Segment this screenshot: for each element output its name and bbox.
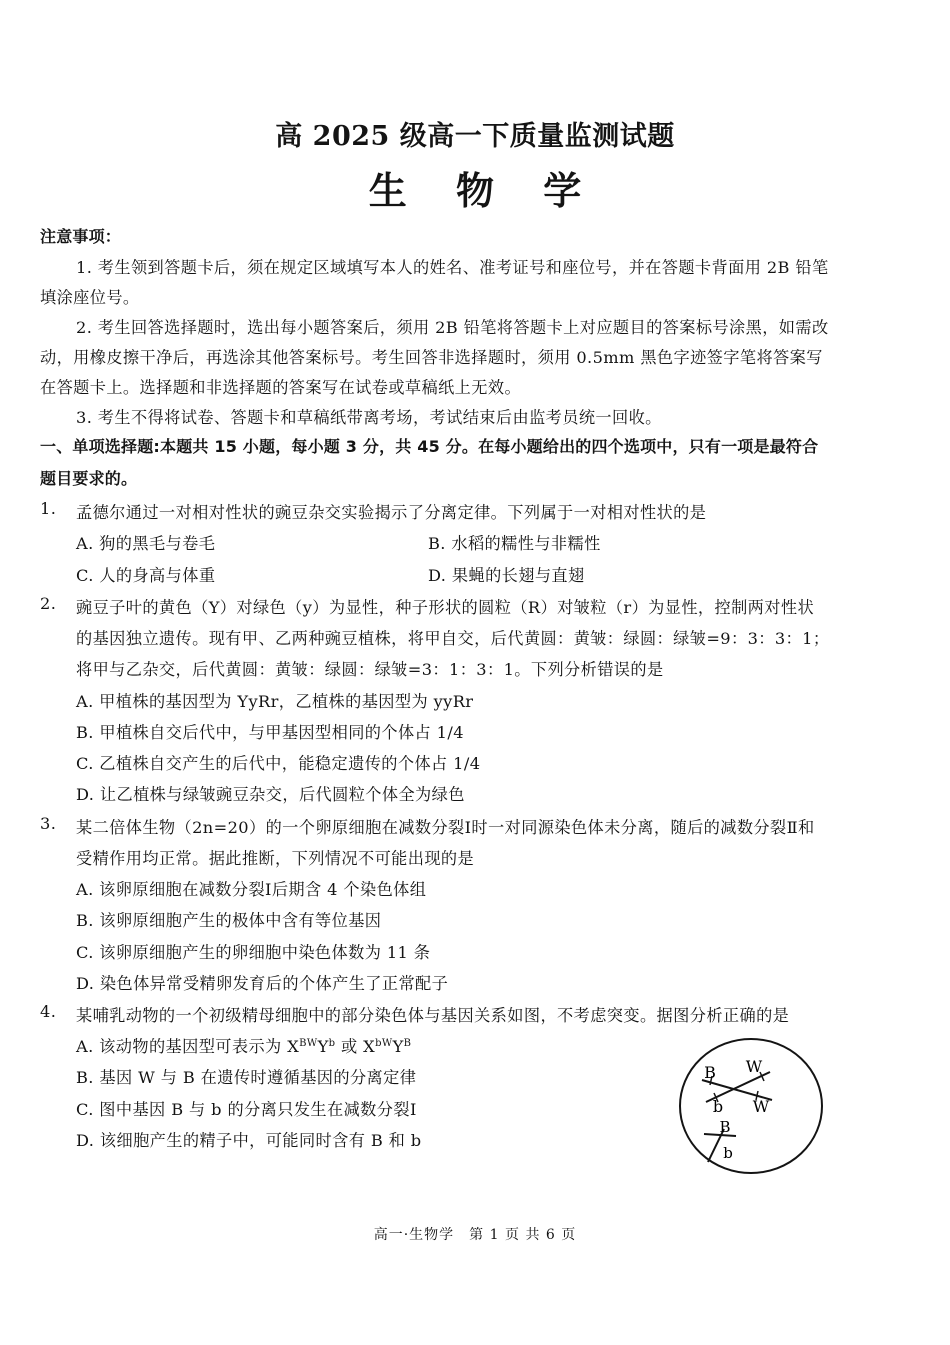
- q2-option-b: B. 甲植株自交后代中，与甲基因型相同的个体占 1/4: [76, 723, 464, 742]
- q4-option-a-y-1: Y: [317, 1037, 329, 1056]
- gene-label-B-top: B: [704, 1063, 716, 1082]
- exam-title: 高 2025 级高一下质量监测试题: [275, 121, 675, 152]
- q4-option-a-text: A. 该动物的基因型可表示为 X: [76, 1037, 300, 1056]
- q4-option-a-sup-2: b: [328, 1038, 336, 1049]
- q3-number: 3.: [40, 814, 57, 833]
- notice-item-3: 3. 考生不得将试卷、答题卡和草稿纸带离考场，考试结束后由监考员统一回收。: [76, 408, 662, 427]
- q3-stem-line-2: 受精作用均正常。据此推断，下列情况不可能出现的是: [76, 849, 475, 868]
- q2-number: 2.: [40, 594, 57, 613]
- q4-option-a-or: 或 X: [335, 1037, 376, 1056]
- section-1-instructions-line-2: 题目要求的。: [40, 469, 138, 488]
- gene-label-W-mid: W: [752, 1097, 770, 1116]
- q1-option-b: B. 水稻的糯性与非糯性: [428, 534, 601, 553]
- q4-option-a-y-2: Y: [392, 1037, 404, 1056]
- q4-option-d: D. 该细胞产生的精子中，可能同时含有 B 和 b: [76, 1131, 422, 1150]
- q1-number: 1.: [40, 499, 57, 518]
- q4-option-c: C. 图中基因 B 与 b 的分离只发生在减数分裂Ⅰ: [76, 1100, 417, 1119]
- notice-item-1-line-1: 1. 考生领到答题卡后，须在规定区域填写本人的姓名、准考证号和座位号，并在答题卡背面用 2B 铅笔: [76, 258, 829, 277]
- notice-item-2-line-1: 2. 考生回答选择题时，选出每小题答案后，须用 2B 铅笔将答题卡上对应题目的答案标号涂黑，如需改: [76, 318, 829, 337]
- q4-option-b: B. 基因 W 与 B 在遗传时遵循基因的分离定律: [76, 1068, 417, 1087]
- notice-item-2-line-2: 动，用橡皮擦干净后，再选涂其他答案标号。考生回答非选择题时，须用 0.5mm 黑色字迹签字笔将答案写: [40, 348, 823, 367]
- q4-cell-diagram: [676, 1036, 826, 1176]
- page-footer: 高一·生物学 第 1 页 共 6 页: [373, 1227, 577, 1243]
- q3-option-b: B. 该卵原细胞产生的极体中含有等位基因: [76, 911, 382, 930]
- gene-label-W-top: W: [745, 1057, 763, 1076]
- q2-option-a: A. 甲植株的基因型为 YyRr，乙植株的基因型为 yyRr: [76, 692, 474, 711]
- q4-number: 4.: [40, 1002, 57, 1021]
- notice-heading: 注意事项：: [40, 227, 122, 246]
- subject-title: 生 物 学: [368, 168, 600, 213]
- q1-stem: 孟德尔通过一对相对性状的豌豆杂交实验揭示了分离定律。下列属于一对相对性状的是: [76, 503, 707, 522]
- q3-stem-line-1: 某二倍体生物（2n=20）的一个卵原细胞在减数分裂Ⅰ时一对同源染色体未分离，随后的减数分裂Ⅱ和: [76, 818, 815, 837]
- q1-option-a: A. 狗的黑毛与卷毛: [76, 534, 216, 553]
- q3-option-d: D. 染色体异常受精卵发育后的个体产生了正常配子: [76, 974, 449, 993]
- q1-option-d: D. 果蝇的长翅与直翅: [428, 566, 585, 585]
- gene-label-B-low: B: [719, 1118, 731, 1136]
- q2-option-c: C. 乙植株自交产生的后代中，能稳定遗传的个体占 1/4: [76, 754, 481, 773]
- q4-option-a-sup-3: bW: [375, 1038, 393, 1049]
- q1-option-c: C. 人的身高与体重: [76, 566, 216, 585]
- q2-stem-line-2: 的基因独立遗传。现有甲、乙两种豌豆植株，将甲自交，后代黄圆：黄皱：绿圆：绿皱=9：3：3：1；: [76, 629, 830, 648]
- q3-option-a: A. 该卵原细胞在减数分裂Ⅰ后期含 4 个染色体组: [76, 880, 427, 899]
- q2-stem-line-1: 豌豆子叶的黄色（Y）对绿色（y）为显性，种子形状的圆粒（R）对皱粒（r）为显性，控制两对性状: [76, 598, 815, 617]
- q3-option-c: C. 该卵原细胞产生的卵细胞中染色体数为 11 条: [76, 943, 431, 962]
- gene-label-b-mid: b: [712, 1097, 724, 1116]
- q4-option-a-sup-4: B: [403, 1038, 412, 1049]
- section-1-instructions-line-1: 一、单项选择题:本题共 15 小题，每小题 3 分，共 45 分。在每小题给出的四个选项中，只有一项是最符合: [40, 437, 819, 456]
- gene-label-b-low: b: [723, 1144, 733, 1162]
- q4-option-a: [76, 1033, 411, 1057]
- notice-item-2-line-3: 在答题卡上。选择题和非选择题的答案写在试卷或草稿纸上无效。: [40, 378, 522, 397]
- q4-option-a-sup-1: BW: [299, 1038, 318, 1049]
- q2-option-d: D. 让乙植株与绿皱豌豆杂交，后代圆粒个体全为绿色: [76, 785, 465, 804]
- q2-stem-line-3: 将甲与乙杂交，后代黄圆：黄皱：绿圆：绿皱=3：1：3：1。下列分析错误的是: [76, 660, 664, 679]
- notice-item-1-line-2: 填涂座位号。: [40, 288, 140, 307]
- q4-stem: 某哺乳动物的一个初级精母细胞中的部分染色体与基因关系如图，不考虑突变。据图分析正确的是: [76, 1006, 790, 1025]
